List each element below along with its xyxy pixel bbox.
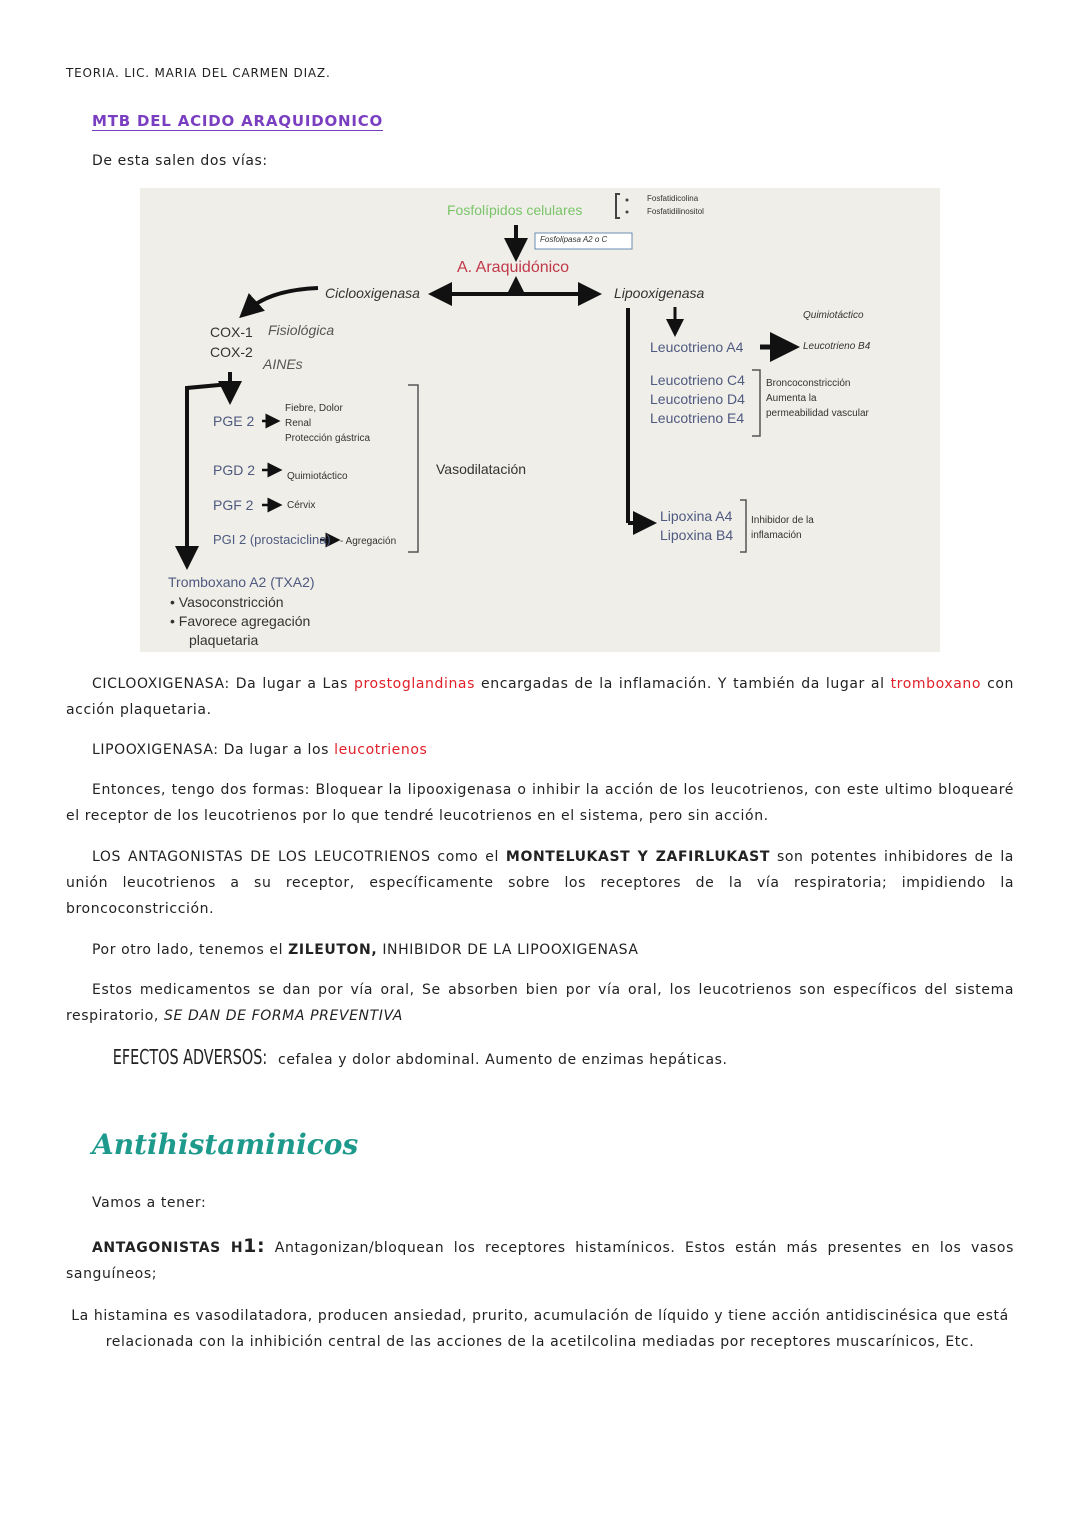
cox2-label: COX-2 [210,344,253,360]
text: con acción plaquetaria. [66,676,1015,718]
renal-label: Renal [285,418,312,429]
paragraph-zileuton [66,937,1014,963]
plaquetaria-label: plaquetaria [189,632,259,648]
fosfatidicolina-label: Fosfatidicolina [647,194,699,203]
highlight-tromboxano: tromboxano [890,676,982,692]
pgi2-label: PGI 2 (prostaciclina) [213,532,331,547]
text: LIPOOXIGENASA: Da lugar a los [92,742,335,758]
leucotrieno-d4-label: Leucotrieno D4 [650,391,745,407]
paragraph-lipooxigenasa [66,737,1014,763]
inflamacion-label: inflamación [751,530,802,541]
paragraph-ciclooxigenasa [66,671,1014,723]
arachidonic-acid-diagram [140,188,940,652]
h1-label: ANTAGONISTAS H [92,1240,244,1256]
antihistaminicos-title: Antihistaminicos [92,1128,359,1161]
quimiotactico-pgd-label: Quimiotáctico [287,471,348,482]
fosfatidilinositol-label: Fosfatidilinositol [647,207,704,216]
pgf2-label: PGF 2 [213,497,254,513]
text: Por otro lado, tenemos el [92,942,289,958]
highlight-leucotrienos: leucotrienos [334,742,428,758]
efectos-label: EFECTOS ADVERSOS: [112,1045,268,1069]
ciclooxigenasa-label: Ciclooxigenasa [325,285,420,301]
broncoconstriccion-label: Broncoconstricción [766,378,851,389]
paragraph-via-oral [66,977,1014,1029]
aines-label: AINEs [263,356,303,372]
paragraph-h1 [66,1233,1014,1287]
intro-text: De esta salen dos vías: [92,153,268,169]
aumenta-label: Aumenta la [766,393,817,404]
inhibidor-label: Inhibidor de la [751,515,814,526]
lipooxigenasa-label: Lipooxigenasa [614,285,705,301]
favorece-label: • Favorece agregación [170,613,311,629]
cervix-label: Cérvix [287,500,316,511]
vasoconstriccion-label: • Vasoconstricción [170,594,284,610]
text: son potentes inhibidores de la unión leucotrienos a su receptor, específicamente sobre los receptores de la vía respiratoria; impidiendo la broncoconstricción. [66,849,1014,917]
pge2-label: PGE 2 [213,413,255,429]
leucotrieno-a4-label: Leucotrieno A4 [650,339,744,355]
highlight-prostoglandinas: prostoglandinas [354,676,475,692]
paragraph-antagonistas [66,844,1014,922]
vasodilatacion-label: Vasodilatación [436,461,527,477]
text: LOS ANTAGONISTAS DE LOS LEUCOTRIENOS como el [92,849,506,865]
paragraph-efectos [66,1044,1014,1073]
text: CICLOOXIGENASA: Da lugar a Las [92,676,354,692]
araquidonico-label: A. Araquidónico [457,259,570,276]
text: encargadas de la inflamación. Y también da lugar al [475,676,891,692]
proteccion-label: Protección gástrica [285,433,371,444]
drug-name-zileuton: ZILEUTON, [288,942,378,958]
paragraph-histamina: La histamina es vasodilatadora, producen ansiedad, prurito, acumulación de líquido y tiene acción antidiscinésica que está relacionada con la inhibición central de las acciones de la acetilcolina mediadas por receptores muscarínicos, Etc. [71,1308,1009,1350]
lipoxina-b4-label: Lipoxina B4 [660,527,734,543]
preventiva-text: SE DAN DE FORMA PREVENTIVA [164,1008,403,1024]
fosfolipasa-label: Fosfolipasa A2 o C [540,235,608,244]
leucotrieno-c4-label: Leucotrieno C4 [650,372,745,388]
lipoxina-a4-label: Lipoxina A4 [660,508,733,524]
text: Antagonizan/bloquean los receptores histamínicos. Estos están más presentes en los vasos sanguíneos; [66,1240,1014,1282]
agregacion-label: - Agregación [340,536,397,547]
leucotrieno-e4-label: Leucotrieno E4 [650,410,745,426]
h1-number: 1: [243,1235,266,1257]
quimiotactico-ltb-label: Quimiotáctico [803,310,864,321]
leucotrieno-b4-label: Leucotrieno B4 [803,341,871,352]
paragraph-vamos: Vamos a tener: [92,1195,207,1211]
header-text: TEORIA. LIC. MARIA DEL CARMEN DIAZ. [66,66,331,80]
paragraph-formas: Entonces, tengo dos formas: Bloquear la lipooxigenasa o inhibir la acción de los leucotrienos, con este ultimo bloquearé el receptor de los leucotrienos por lo que tendré leucotrienos en el sistema, pero sin acción. [66,782,1014,824]
fiebre-label: Fiebre, Dolor [285,403,343,414]
pgd2-label: PGD 2 [213,462,256,478]
text: cefalea y dolor abdominal. Aumento de enzimas hepáticas. [273,1052,728,1068]
fisiologica-label: Fisiológica [268,322,335,338]
fosfolipidos-label: Fosfolípidos celulares [447,202,583,218]
permeabilidad-label: permeabilidad vascular [766,408,869,419]
section-title: MTB DEL ACIDO ARAQUIDONICO [92,112,384,130]
text: INHIBIDOR DE LA LIPOOXIGENASA [377,942,639,958]
drug-names: MONTELUKAST Y ZAFIRLUKAST [505,849,771,865]
tromboxano-label: Tromboxano A2 (TXA2) [168,574,315,590]
text: Estos medicamentos se dan por vía oral, Se absorben bien por vía oral, los leucotrienos son específicos del sistema respiratorio, [66,982,1014,1024]
cox1-label: COX-1 [210,324,253,340]
